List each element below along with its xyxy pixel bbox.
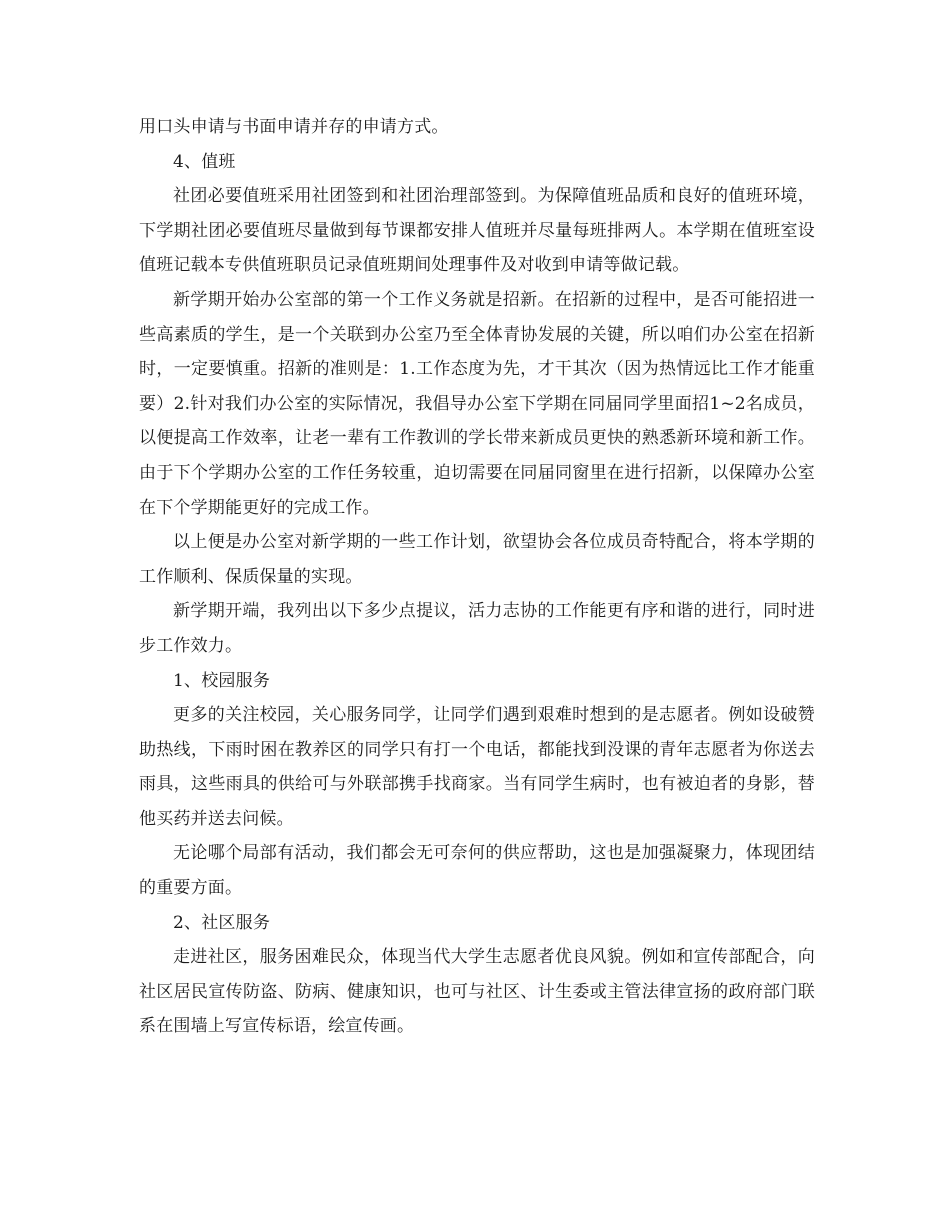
paragraph-duty: 社团必要值班采用社团签到和社团治理部签到。为保障值班品质和良好的值班环境，下学期社团必要值班尽量做到每节课都安排人值班并尽量每班排两人。本学期在值班室设值班记载本专供值班职员记录值班期间处理事件及对收到申请等做记载。 <box>139 186 815 276</box>
paragraph-recruitment: 新学期开始办公室部的第一个工作义务就是招新。在招新的过程中，是否可能招进一些高素质的学生，是一个关联到办公室乃至全体青协发展的关键，所以咱们办公室在招新时，一定要慎重。招新的准则是：1.工作态度为先，才干其次（因为热情远比工作才能重要）2.针对我们办公室的实际情况，我倡导办公室下学期在同届同学里面招1~2名成员，以便提高工作效率，让老一辈有工作教训的学长带来新成员更快的熟悉新环境和新工作。由于下个学期办公室的工作任务较重，迫切需要在同届同窗里在进行招新，以保障办公室在下个学期能更好的完成工作。 <box>139 289 815 518</box>
paragraph-campus-service: 更多的关注校园，关心服务同学，让同学们遇到艰难时想到的是志愿者。例如设破赞助热线，下雨时困在教养区的同学只有打一个电话，都能找到没课的青年志愿者为你送去雨具，这些雨具的供给可与外联部携手找商家。当有同学生病时，也有被迫者的身影，替他买药并送去问候。 <box>139 705 815 829</box>
paragraph-community-service: 走进社区，服务困难民众，体现当代大学生志愿者优良风貌。例如和宣传部配合，向社区居民宣传防盗、防病、健康知识，也可与社区、计生委或主管法律宣扬的政府部门联系在围墙上写宣传标语，绘宣传画。 <box>139 947 815 1037</box>
paragraph-cooperation: 无论哪个局部有活动，我们都会无可奈何的供应帮助，这也是加强凝聚力，体现团结的重要方面。 <box>139 843 815 899</box>
paragraph-continuation: 用口头申请与书面申请并存的申请方式。 <box>139 117 449 137</box>
paragraph-new-semester: 新学期开端，我列出以下多少点提议，活力志协的工作能更有序和谐的进行，同时进步工作效力。 <box>139 601 815 656</box>
paragraph-summary: 以上便是办公室对新学期的一些工作计划，欲望协会各位成员奇特配合，将本学期的工作顺利、保质保量的实现。 <box>139 532 815 587</box>
document-body <box>139 110 815 1044</box>
section-heading-campus-service: 1、校园服务 <box>173 670 271 691</box>
section-heading-community-service: 2、社区服务 <box>173 912 271 933</box>
section-heading-duty: 4、值班 <box>173 151 236 172</box>
